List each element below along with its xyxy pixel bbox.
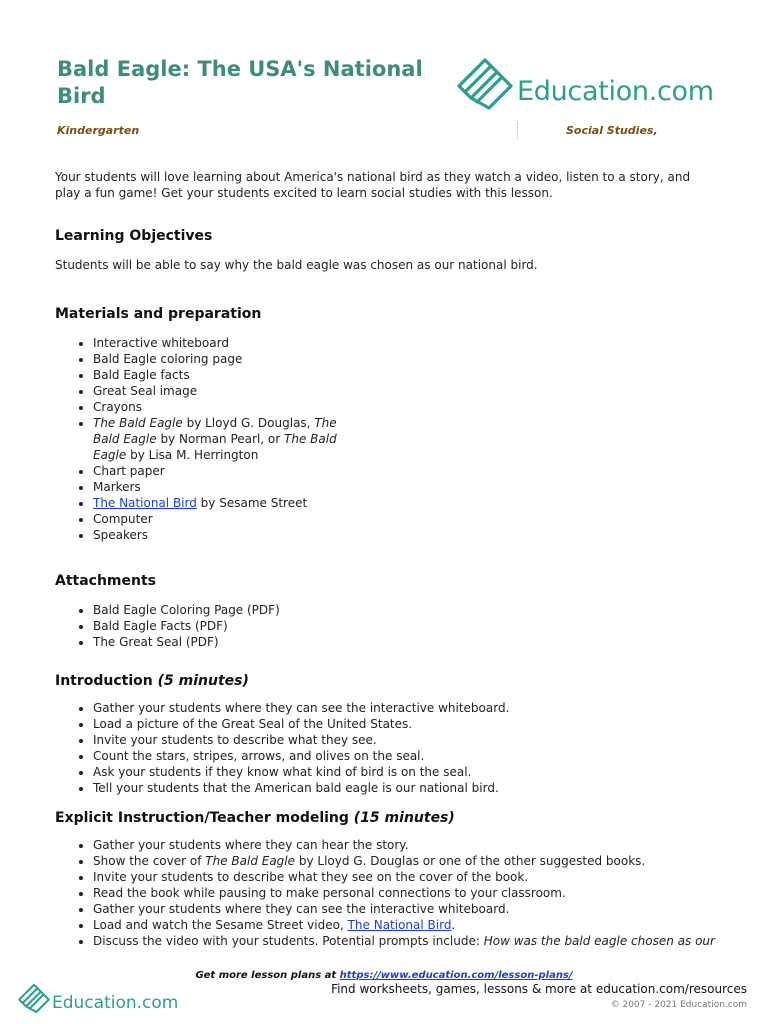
prompt-text: How was the bald eagle chosen as our (483, 934, 715, 948)
pencil-logo-icon (17, 982, 51, 1016)
objectives-text: Students will be able to say why the bald eagle was chosen as our national bird. (55, 258, 538, 272)
heading-time: (15 minutes) (353, 810, 455, 826)
list-item: • Interactive whiteboard (93, 335, 715, 351)
pencil-logo-icon (455, 56, 515, 114)
book-text: by Norman Pearl, or (156, 432, 285, 446)
list-item-text: . (451, 918, 456, 932)
list-item-text: Show the cover of (93, 854, 206, 868)
grade-label: Kindergarten (57, 124, 140, 137)
national-bird-video-link[interactable]: The National Bird (347, 918, 452, 932)
intro-paragraph: Your students will love learning about America's national bird as they watch a video, listen to a story, and play a fun game! Get your students excited to learn social studies with this lesson. (55, 170, 691, 200)
list-item (93, 933, 715, 949)
list-item: • Count the stars, stripes, arrows, and olives on the seal. (93, 748, 715, 764)
heading-time: (5 minutes) (157, 673, 249, 689)
list-item (93, 495, 715, 511)
list-item: • Chart paper (93, 463, 715, 479)
list-item: • Invite your students to describe what they see on the cover of the book. (93, 869, 715, 885)
introduction-heading (55, 672, 715, 690)
explicit-instruction-list (55, 837, 715, 949)
list-item: • Great Seal image (93, 383, 715, 399)
objectives-heading: Learning Objectives (55, 228, 213, 244)
list-item: • Bald Eagle facts (93, 367, 715, 383)
list-item: • Gather your students where they can see the interactive whiteboard. (93, 901, 715, 917)
heading-text: Introduction (55, 673, 153, 689)
national-bird-video-link[interactable]: The National Bird (93, 496, 197, 510)
footer-education-logo[interactable] (17, 982, 177, 1016)
attachments-list (55, 602, 715, 650)
list-item: • Markers (93, 479, 715, 495)
list-item: • Gather your students where they can see the interactive whiteboard. (93, 700, 715, 716)
list-item: • Computer (93, 511, 715, 527)
page-title: Bald Eagle: The USA's National Bird (57, 57, 423, 108)
list-item-text: by Lloyd G. Douglas or one of the other suggested books. (295, 854, 646, 868)
list-item: • Speakers (93, 527, 715, 543)
materials-list (55, 335, 715, 543)
list-item: • Invite your students to describe what they see. (93, 732, 715, 748)
list-item (93, 853, 715, 869)
heading-text: Explicit Instruction/Teacher modeling (55, 810, 349, 826)
materials-heading: Materials and preparation (55, 306, 262, 322)
footer-resources-text: Find worksheets, games, lessons & more at education.com/resources (331, 982, 747, 996)
footer-more-plans (0, 970, 768, 981)
list-item-text: by Sesame Street (196, 496, 308, 510)
list-item-text: Discuss the video with your students. Potential prompts include: (93, 934, 484, 948)
page-footer (0, 964, 768, 1024)
list-item: • The Great Seal (PDF) (93, 634, 715, 650)
list-item: • Bald Eagle coloring page (93, 351, 715, 367)
footer-copyright: © 2007 - 2021 Education.com (610, 1000, 747, 1010)
list-item: • Bald Eagle Coloring Page (PDF) (93, 602, 715, 618)
footer-more-text: Get more lesson plans at (195, 970, 340, 981)
list-item (93, 917, 715, 933)
logo-wordmark: Education.com (517, 76, 714, 107)
list-item-text: Load and watch the Sesame Street video, (93, 918, 348, 932)
meta-divider (517, 122, 518, 140)
book-title: The Bald Eagle (93, 416, 337, 446)
lesson-plans-link[interactable]: https://www.education.com/lesson-plans/ (339, 970, 573, 981)
list-item: • Bald Eagle Facts (PDF) (93, 618, 715, 634)
footer-logo-wordmark: Education.com (52, 993, 179, 1013)
subject-label: Social Studies, (566, 124, 658, 137)
book-text: by Lisa M. Herrington (126, 448, 259, 462)
book-text: by Lloyd G. Douglas, (182, 416, 315, 430)
list-item: • Gather your students where they can hear the story. (93, 837, 715, 853)
attachments-heading: Attachments (55, 573, 157, 589)
list-item: • Read the book while pausing to make personal connections to your classroom. (93, 885, 715, 901)
explicit-instruction-heading (55, 809, 715, 827)
list-item (93, 415, 365, 463)
list-item: • Ask your students if they know what kind of bird is on the seal. (93, 764, 715, 780)
list-item: • Crayons (93, 399, 715, 415)
list-item: • Load a picture of the Great Seal of the United States. (93, 716, 715, 732)
list-item: • Tell your students that the American bald eagle is our national bird. (93, 780, 715, 796)
book-title: The Bald Eagle (205, 854, 296, 868)
lesson-content (55, 169, 715, 949)
introduction-list (55, 700, 715, 796)
book-title: The Bald Eagle (93, 432, 337, 462)
book-title: The Bald Eagle (93, 416, 183, 430)
education-logo[interactable] (455, 56, 715, 114)
